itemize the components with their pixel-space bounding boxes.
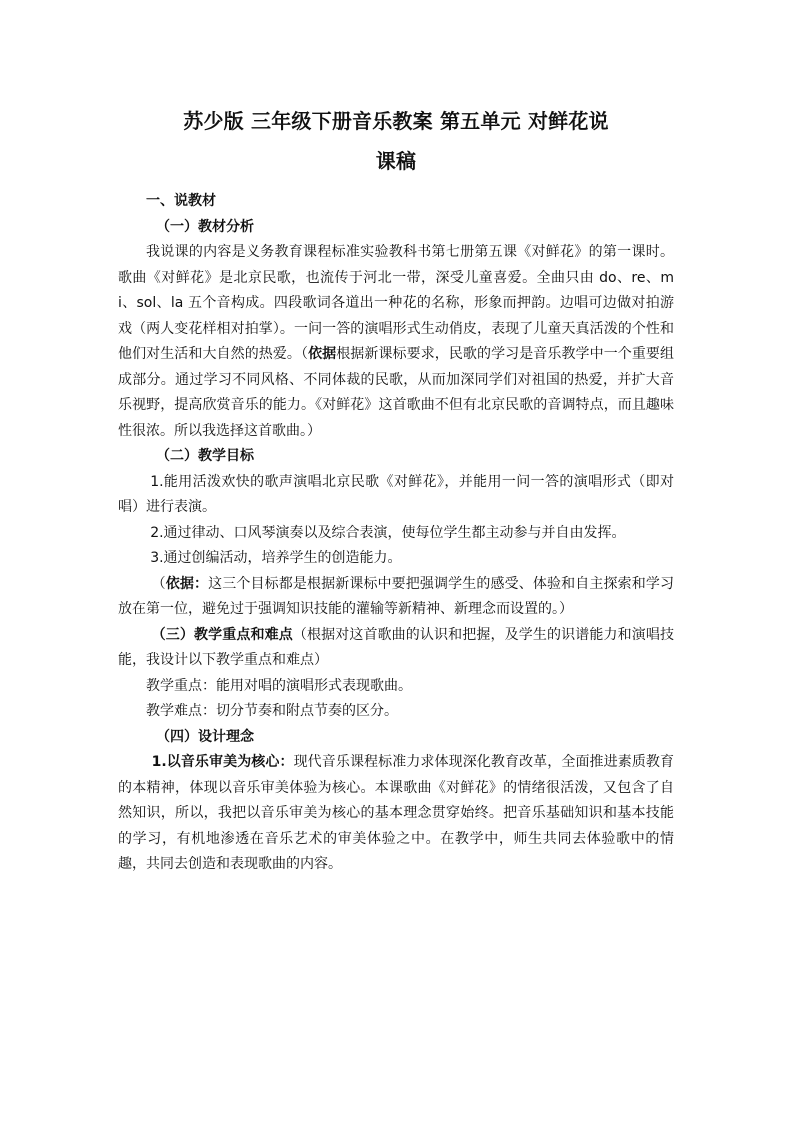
design-concept-item-text: 现代音乐课程标准力求体现深化教育改革，全面推进素质教育的本精神，体现以音乐审美体验为核心。本课歌曲《对鲜花》的情绪很活泼，又包含了自然知识，所以，我把以音乐审美为核心的基本理念贯穿始终。把音乐基础知识和基本技能的学习，有机地渗透在音乐艺术的审美体验之中。在教学中，师生共同去体验歌中的情趣，共同去创造和表现歌曲的内容。 (118, 754, 675, 872)
key-point-line: 教学重点：能用对唱的演唱形式表现歌曲。 (146, 677, 412, 694)
goals-basis-text: 这三个目标都是根据新课标中要把强调学生的感受、体验和自主探索和学习放在第一位，避免过于强调知识技能的灌输等新精神、新理念而设置的。） (118, 575, 675, 617)
basis-label: 依据 (308, 346, 337, 362)
goals-basis-open: （ (151, 575, 166, 592)
goals-basis-label: 依据： (165, 575, 209, 592)
document-title (118, 101, 674, 181)
design-concept-paragraph (118, 750, 674, 878)
section-heading-teaching-material: 一、说教材 (146, 193, 216, 209)
goals-basis-paragraph (118, 572, 674, 623)
material-analysis-basis-text: 根据新课标要求，民歌的学习是音乐教学中一个重要组成部分。通过学习不同风格、不同体裁的民歌，从而加深同学们对祖国的热爱，并扩大音乐视野，提高欣赏音乐的能力。《对鲜花》这首歌曲不但有北京民歌的音调特点，而且趣味性很浓。所以我选择这首歌曲。） (118, 346, 675, 439)
subheading-key-difficulty: （三）教学重点和难点 (151, 626, 293, 643)
document-page (118, 101, 674, 878)
difficulty-line: 教学难点：切分节奏和附点节奏的区分。 (146, 703, 398, 719)
key-difficulty-paragraph (118, 623, 674, 674)
key-difficulty-note: （根据对这首歌曲的认识和把握，及学生的识谱能力和演唱技能，我设计以下教学重点和难点） (118, 626, 675, 668)
title-line-2: 课稿 (375, 149, 417, 173)
subheading-material-analysis: （一）教材分析 (156, 218, 254, 235)
subheading-design-concept: （四）设计理念 (156, 728, 254, 745)
design-concept-item-label: 1.以音乐审美为核心： (151, 754, 294, 770)
goal-item-2: 2.通过律动、口风琴演奏以及综合表演，使每位学生都主动参与并自由发挥。 (150, 524, 626, 541)
subheading-teaching-goals: （二）教学目标 (156, 448, 254, 464)
material-analysis-text: 我说课的内容是义务教育课程标准实验教科书第七册第五课《对鲜花》的第一课时。歌曲《对鲜花》是北京民歌，也流传于河北一带，深受儿童喜爱。全曲只由 do、re、mi、sol、la 五个音构成。四段歌词各道出一种花的名称，形象而押韵。边唱可边做对拍游戏（两人变花样相对拍掌）。一问一答的演唱形式生动俏皮，表现了儿童天真活泼的个性和他们对生活和大自然的热爱。（ (118, 244, 674, 362)
goal-item-1: 1.能用活泼欢快的歌声演唱北京民歌《对鲜花》，并能用一问一答的演唱形式（即对唱）进行表演。 (118, 473, 674, 515)
goal-item-3: 3.通过创编活动，培养学生的创造能力。 (150, 550, 402, 566)
title-line-1: 苏少版 三年级下册音乐教案 第五单元 对鲜花说 (183, 109, 609, 133)
paragraph-material-analysis (118, 240, 674, 444)
